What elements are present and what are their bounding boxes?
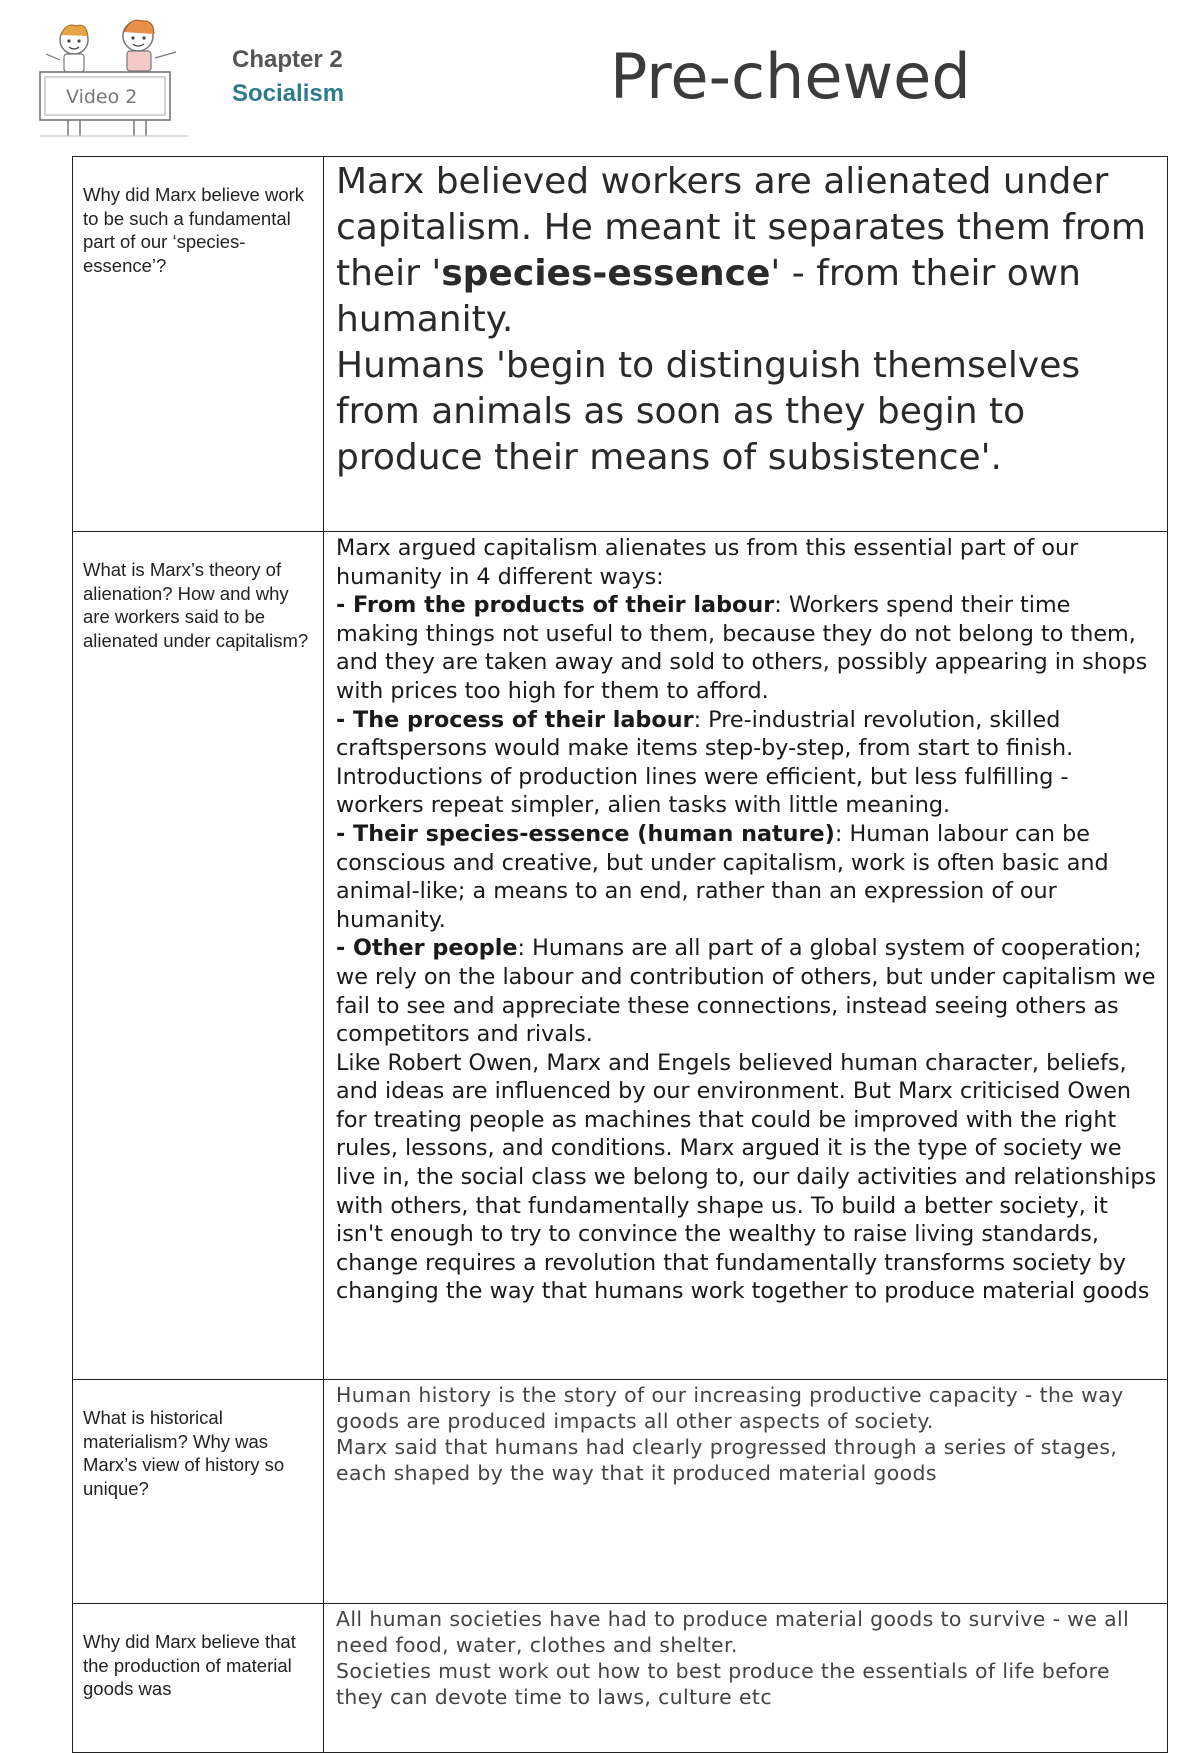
alienation-item-text: : Human labour can be conscious and creative, but under capitalism, work is often basic and animal-like; a means to an end, rather than an expression of our humanity.: [336, 820, 1109, 933]
answer-paragraph: Humans 'begin to distinguish themselves from animals as soon as they begin to produce their means of subsistence'.: [336, 345, 1081, 478]
question-cell: What is historical materialism? Why was Marx’s view of history so unique?: [73, 1380, 324, 1604]
answer-cell[interactable]: [324, 157, 1168, 532]
table-row: [73, 532, 1168, 1380]
answer-paragraph: Societies must work out how to best produce the essentials of life before they can devote time to laws, culture etc: [336, 1659, 1110, 1709]
alienation-item-title: - Other people: [336, 935, 518, 962]
question-cell: What is Marx’s theory of alienation? How and why are workers said to be alienated under capitalism?: [73, 532, 324, 1380]
answer-paragraph: All human societies have had to produce material goods to survive - we all need food, water, clothes and shelter.: [336, 1607, 1130, 1657]
answer-intro: Marx argued capitalism alienates us from this essential part of our humanity in 4 different ways:: [336, 535, 1079, 590]
alienation-item-title: - The process of their labour: [336, 706, 694, 733]
page-banner-title: Pre-chewed: [610, 40, 971, 113]
alienation-item-title: - Their species-essence (human nature): [336, 820, 835, 847]
answer-text: Marx believed workers are alienated under capitalism. He meant it separates them from their ': [336, 161, 1146, 294]
alienation-item: [336, 706, 1157, 820]
alienation-item: [336, 820, 1157, 934]
answer-emphasis: species-essence: [441, 253, 771, 294]
alienation-item-text: : Workers spend their time making things not useful to them, because they do not belong to them, and they are taken away and sold to others, possibly appearing in shops with prices too high for them to afford.: [336, 592, 1148, 704]
chapter-label: Chapter 2: [232, 46, 343, 73]
question-cell: Why did Marx believe that the production of material goods was: [73, 1604, 324, 1753]
subject-title: Socialism: [232, 80, 345, 107]
table-row: [73, 157, 1168, 532]
question-answer-table: [72, 156, 1168, 1753]
answer-paragraph: [336, 159, 1157, 343]
alienation-item: [336, 934, 1157, 1048]
table-row: [73, 1604, 1168, 1753]
answer-cell[interactable]: [324, 1380, 1168, 1604]
answer-text: ' - from their own humanity.: [336, 253, 1081, 340]
alienation-item-text: : Humans are all part of a global system of cooperation; we rely on the labour and contribution of others, but under capitalism we fail to see and appreciate these connections, instead seeing others as competitors and rivals.: [336, 935, 1156, 1048]
answer-cell[interactable]: [324, 532, 1168, 1380]
kids-sign-illustration: [38, 14, 198, 142]
table-row: [73, 1380, 1168, 1604]
alienation-item: [336, 591, 1157, 705]
alienation-item-title: - From the products of their labour: [336, 592, 775, 619]
answer-paragraph: Marx said that humans had clearly progressed through a series of stages, each shaped by the way that it produced material goods: [336, 1435, 1118, 1485]
answer-cell[interactable]: [324, 1604, 1168, 1753]
alienation-item-text: : Pre-industrial revolution, skilled craftspersons would make items step-by-step, from start to finish. Introductions of production lines were efficient, but less fulfilling - workers repeat simpler, alien tasks with little meaning.: [336, 706, 1074, 819]
question-cell: Why did Marx believe work to be such a fundamental part of our ‘species-essence’?: [73, 157, 324, 532]
video-logo: [38, 14, 198, 142]
logo-label: Video 2: [66, 86, 138, 108]
answer-closing: Like Robert Owen, Marx and Engels believed human character, beliefs, and ideas are influenced by our environment. But Marx criticised Owen for treating people as machines that could be improved with the right rules, lessons, and conditions. Marx argued it is the type of society we live in, the social class we belong to, our daily activities and relationships with others, that fundamentally shape us. To build a better society, it isn't enough to try to convince the wealthy to raise living standards, change requires a revolution that fundamentally transforms society by changing the way that humans work together to produce material goods: [336, 1049, 1157, 1305]
answer-paragraph: Human history is the story of our increasing productive capacity - the way goods are produced impacts all other aspects of society.: [336, 1383, 1124, 1433]
